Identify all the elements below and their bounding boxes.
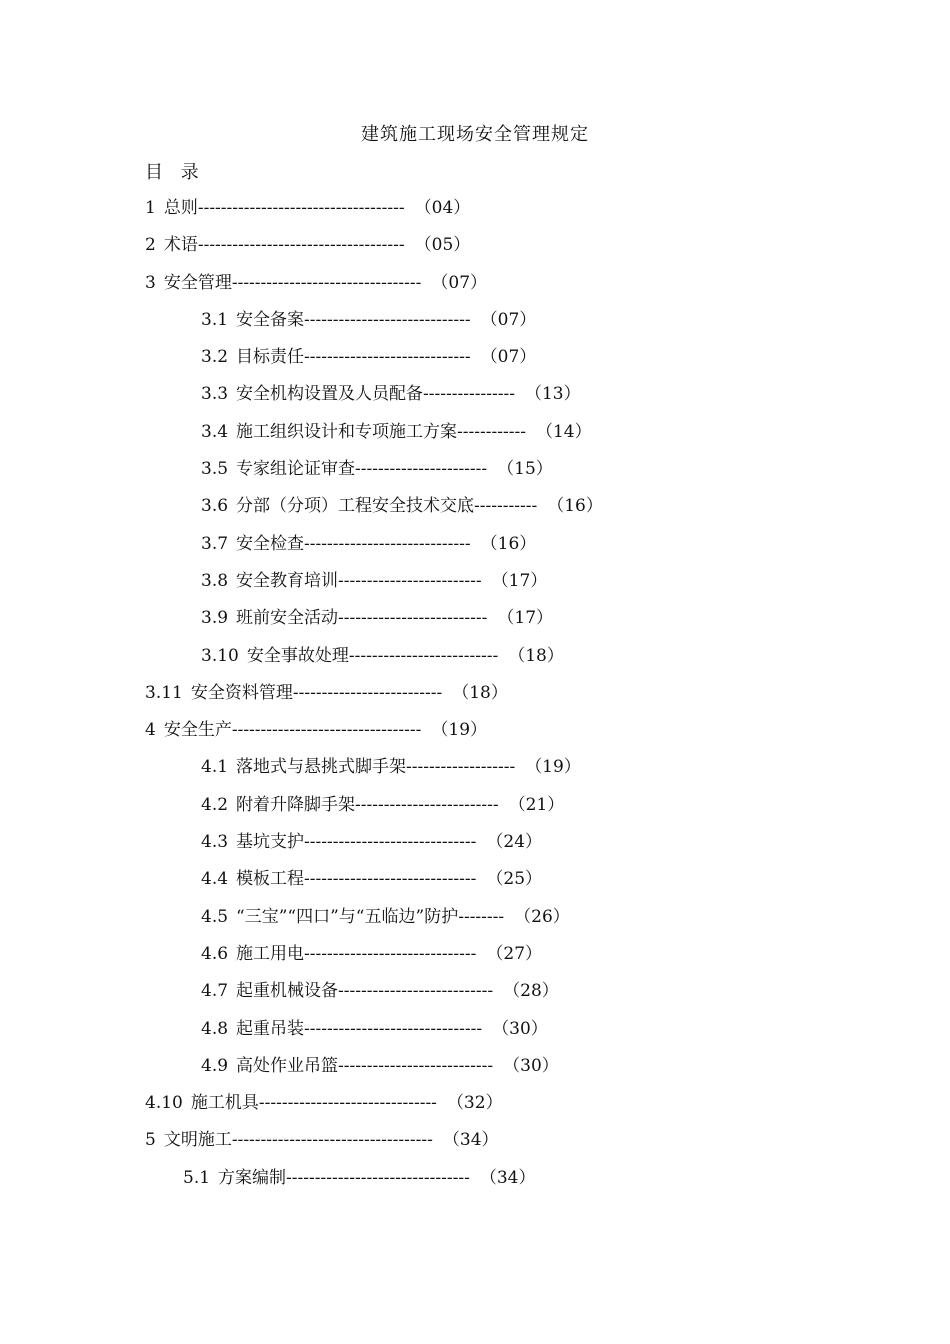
toc-entry-number: 3.8	[201, 570, 229, 591]
toc-entry-title: 安全备案	[236, 309, 305, 330]
toc-entry-title: 安全管理	[163, 272, 232, 293]
toc-entry-leader: --------------------------------	[286, 1167, 470, 1188]
toc-entry-page: （16）	[480, 533, 537, 554]
toc-entry-number: 3.4	[201, 421, 229, 442]
toc-entry	[0, 718, 950, 755]
toc-entry-page: （25）	[486, 869, 543, 890]
toc-entry-page: （17）	[497, 608, 554, 629]
toc-entry-leader: ---------------------------------	[231, 720, 422, 741]
toc-entry	[0, 569, 950, 606]
toc-entry-page: （34）	[442, 1130, 499, 1151]
toc-entry-number: 4.6	[201, 943, 229, 964]
toc-entry-number: 4.9	[201, 1055, 229, 1076]
toc-entry-title: “三宝”“四口”与“五临边”防护	[236, 906, 459, 927]
toc-entry-leader: --------	[458, 906, 505, 927]
toc-entry-title: 班前安全活动	[236, 608, 339, 629]
toc-entry-leader: ---------------------------------	[231, 272, 422, 293]
toc-entry-page: （05）	[414, 235, 471, 256]
toc-entry-page: （34）	[479, 1167, 536, 1188]
toc-entry-title: 安全教育培训	[236, 570, 339, 591]
toc-entry-title: 目标责任	[236, 347, 305, 368]
toc-entry-page: （07）	[480, 309, 537, 330]
toc-entry-page: （07）	[431, 272, 488, 293]
toc-entry-page: （28）	[503, 981, 559, 1002]
toc-entry-leader: ------------------------------------	[197, 235, 405, 256]
toc-entry	[0, 681, 950, 718]
toc-entry-number: 4.10	[145, 1093, 183, 1114]
toc-entry-page: （26）	[514, 906, 570, 927]
toc-entry-page: （27）	[486, 943, 543, 964]
toc-heading: 目 录	[145, 162, 205, 183]
toc-entry	[0, 420, 950, 457]
toc-entry	[0, 755, 950, 792]
toc-entry-page: （18）	[508, 645, 564, 666]
toc-entry-number: 3.11	[145, 682, 183, 703]
toc-entry-leader: --------------------------	[292, 682, 443, 703]
toc-entry-title: 分部（分项）工程安全技术交底	[236, 496, 475, 517]
toc-entry-title: 安全检查	[236, 533, 305, 554]
toc-entry-title: 高处作业吊篮	[236, 1055, 339, 1076]
toc-entry-page: （04）	[414, 198, 471, 218]
toc-entry	[0, 644, 950, 681]
toc-entry-page: （30）	[492, 1018, 548, 1039]
toc-entry-page: （19）	[431, 720, 488, 741]
toc-entry-title: 安全生产	[163, 720, 232, 741]
toc-entry	[0, 1091, 950, 1128]
toc-entry-page: （15）	[497, 459, 553, 480]
toc-entry-number: 4.3	[201, 832, 229, 853]
toc-entry	[0, 532, 950, 569]
toc-entry-leader: -----------------------------	[304, 533, 471, 554]
toc-entry-number: 3.7	[201, 533, 229, 554]
toc-entry-number: 4	[145, 720, 156, 741]
toc-entry-title: 术语	[163, 235, 198, 256]
toc-entry-leader: ---------------------------	[338, 1055, 494, 1076]
toc-entry-title: 专家组论证审查	[236, 459, 356, 480]
toc-entry-number: 3.2	[201, 347, 229, 368]
toc-entry-number: 3.3	[201, 384, 229, 405]
toc-entry-title: 施工用电	[236, 943, 305, 964]
toc-entry-leader: -----------------------------	[304, 309, 471, 330]
toc-entry	[0, 1017, 950, 1054]
toc-entry-leader: -----------------------	[355, 459, 488, 480]
toc-entry-number: 4.1	[201, 757, 229, 778]
toc-entry	[0, 979, 950, 1016]
toc-entry	[0, 830, 950, 867]
toc-entry-page: （21）	[508, 794, 565, 815]
toc-entry-page: （18）	[452, 682, 508, 703]
toc-entry	[0, 382, 950, 419]
toc-entry-leader: -----------------------------------	[231, 1130, 433, 1151]
toc-entry-page: （19）	[525, 757, 581, 778]
toc-entry-number: 3.10	[201, 645, 239, 666]
toc-entry-number: 4.5	[201, 906, 229, 927]
toc-entry-leader: ------------------------------------	[197, 198, 405, 218]
toc-entry-leader: ---------------------------	[338, 981, 494, 1002]
toc-entry-leader: -----------------------------	[304, 347, 471, 368]
toc-entry-number: 5.1	[183, 1167, 211, 1188]
toc-entry-leader: ------------------------------	[304, 943, 477, 964]
toc-entry-page: （30）	[503, 1055, 559, 1076]
toc-entry-number: 4.2	[201, 794, 229, 815]
toc-entry	[0, 345, 950, 382]
toc-entry-title: 附着升降脚手架	[236, 794, 356, 815]
toc-entry	[0, 233, 950, 270]
toc-entry-number: 3	[145, 272, 156, 293]
toc-entry-page: （32）	[446, 1093, 503, 1114]
toc-entry-number: 3.1	[201, 309, 229, 330]
toc-entry-number: 5	[145, 1130, 156, 1151]
toc-entry-title: 方案编制	[218, 1167, 287, 1188]
toc-entry-page: （14）	[535, 421, 592, 442]
toc-entry-leader: -------------------------	[338, 570, 482, 591]
toc-entry-page: （16）	[547, 496, 603, 517]
toc-entry	[0, 867, 950, 904]
toc-entry-number: 4.8	[201, 1018, 229, 1039]
toc-entry-number: 3.6	[201, 496, 229, 517]
toc-entry-leader: --------------------------	[348, 645, 499, 666]
toc-entry	[0, 606, 950, 643]
toc-entry-title: 起重吊装	[236, 1018, 305, 1039]
toc-entry-title: 施工机具	[190, 1093, 259, 1114]
toc-entry	[0, 905, 950, 942]
toc-entry-number: 3.9	[201, 608, 229, 629]
toc-entry-page: （17）	[491, 570, 548, 591]
toc-entry-title: 基坑支护	[236, 832, 305, 853]
toc-entry-leader: -------------------	[406, 757, 516, 778]
toc-entry-title: 安全事故处理	[246, 645, 349, 666]
toc-entry	[0, 1054, 950, 1091]
table-of-contents	[0, 196, 950, 1203]
toc-entry	[0, 793, 950, 830]
document-title: 建筑施工现场安全管理规定	[361, 124, 589, 145]
toc-entry	[0, 196, 950, 233]
toc-entry	[0, 494, 950, 531]
toc-entry-leader: ------------	[457, 421, 526, 442]
toc-entry-leader: ----------------	[423, 384, 515, 405]
toc-entry	[0, 308, 950, 345]
toc-entry-leader: ------------------------------	[304, 869, 477, 890]
toc-entry-title: 施工组织设计和专项施工方案	[236, 421, 458, 442]
toc-entry-number: 2	[145, 235, 156, 256]
toc-entry	[0, 457, 950, 494]
toc-entry-number: 4.7	[201, 981, 229, 1002]
toc-entry-title: 总则	[163, 198, 198, 218]
toc-entry-page: （13）	[524, 384, 581, 405]
toc-entry-title: 落地式与悬挑式脚手架	[236, 757, 407, 778]
toc-entry-title: 起重机械设备	[236, 981, 339, 1002]
toc-entry-number: 4.4	[201, 869, 229, 890]
toc-entry	[0, 942, 950, 979]
toc-entry-number: 1	[145, 198, 156, 218]
toc-entry-title: 文明施工	[163, 1130, 232, 1151]
toc-entry-number: 3.5	[201, 459, 229, 480]
toc-entry-page: （07）	[480, 347, 537, 368]
toc-entry-leader: -------------------------------	[258, 1093, 437, 1114]
toc-entry	[0, 1166, 950, 1203]
toc-entry-leader: -------------------------	[355, 794, 499, 815]
toc-entry	[0, 271, 950, 308]
toc-entry-leader: --------------------------	[338, 608, 488, 629]
toc-entry-leader: ------------------------------	[304, 832, 477, 853]
toc-entry-page: （24）	[486, 832, 543, 853]
toc-entry-title: 模板工程	[236, 869, 305, 890]
toc-entry-leader: -----------	[474, 496, 538, 517]
toc-entry-leader: -------------------------------	[304, 1018, 483, 1039]
toc-entry	[0, 1128, 950, 1165]
toc-entry-title: 安全资料管理	[190, 682, 293, 703]
toc-entry-title: 安全机构设置及人员配备	[236, 384, 424, 405]
